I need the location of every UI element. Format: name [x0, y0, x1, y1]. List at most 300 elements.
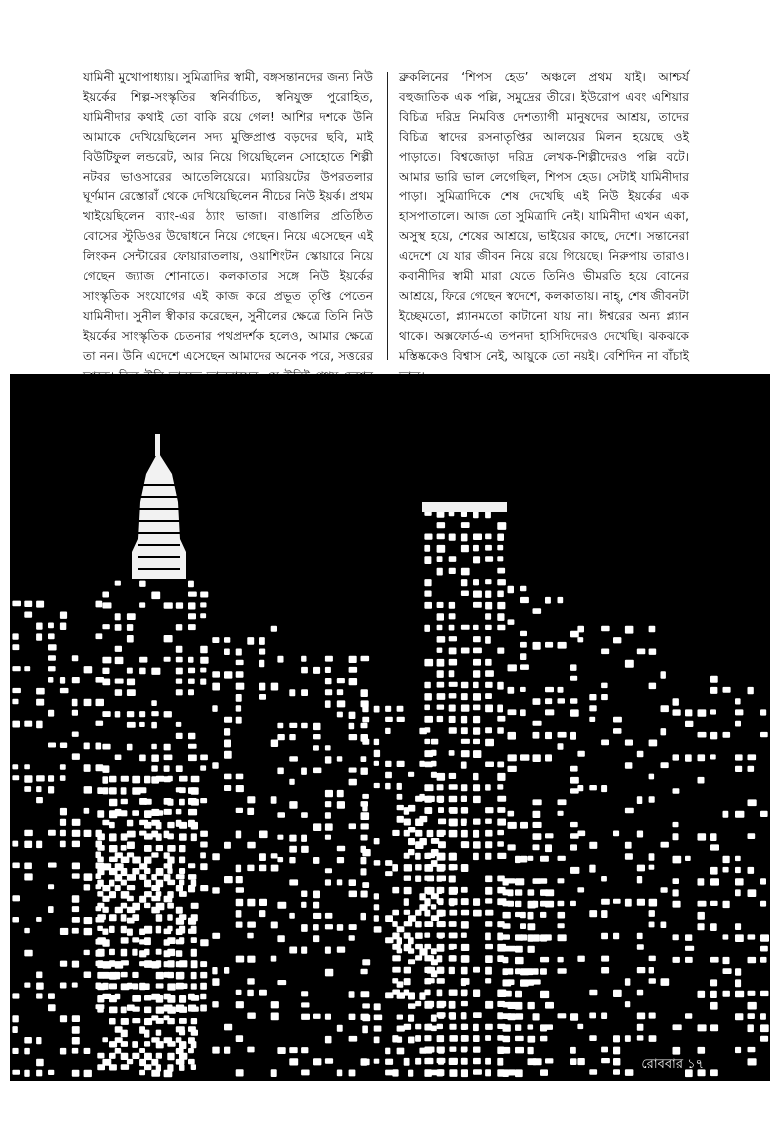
lit-window: [96, 601, 103, 608]
lit-window: [497, 568, 505, 574]
lit-window: [200, 885, 208, 891]
lit-window: [349, 678, 358, 685]
lit-window: [36, 688, 45, 695]
lit-window: [601, 683, 608, 689]
lit-window: [12, 1015, 18, 1022]
lit-window: [431, 1015, 437, 1022]
lit-window: [24, 601, 32, 607]
lit-window: [485, 625, 492, 630]
lit-window: [392, 1069, 398, 1076]
lit-window: [97, 926, 103, 931]
lit-window: [424, 990, 430, 996]
lit-window: [84, 830, 92, 837]
lit-window: [60, 928, 68, 935]
lit-window: [427, 955, 435, 961]
lit-window: [301, 846, 309, 853]
lit-window: [485, 830, 492, 837]
lit-window: [533, 799, 542, 805]
lit-window: [473, 784, 480, 791]
lit-window: [289, 734, 295, 740]
lit-window: [200, 798, 207, 803]
lit-window: [102, 711, 110, 717]
lit-window: [121, 891, 130, 899]
lit-window: [337, 700, 346, 707]
lit-window: [473, 727, 480, 734]
lit-window: [545, 687, 554, 692]
lit-window: [236, 671, 244, 678]
lit-window: [36, 775, 45, 781]
lit-window: [164, 755, 173, 761]
lit-window: [473, 990, 480, 998]
lit-window: [438, 1012, 444, 1019]
lit-window: [127, 711, 134, 717]
lit-window: [301, 689, 308, 696]
spire-band: [138, 532, 180, 534]
lit-window: [625, 978, 631, 985]
lit-window: [337, 790, 344, 797]
lit-window: [515, 968, 521, 974]
lit-window: [337, 1070, 343, 1077]
lit-window: [144, 891, 152, 897]
lit-window: [188, 874, 196, 880]
lit-window: [36, 786, 41, 792]
lit-window: [508, 732, 517, 740]
lit-window: [374, 1026, 382, 1032]
lit-window: [374, 750, 380, 757]
lit-window: [109, 857, 118, 863]
lit-window: [748, 833, 756, 839]
lit-window: [497, 841, 504, 847]
lit-window: [164, 635, 173, 642]
lit-window: [637, 933, 643, 939]
lit-window: [121, 1053, 129, 1060]
lit-window: [485, 693, 492, 699]
lit-window: [515, 991, 522, 998]
lit-window: [313, 768, 321, 774]
lit-window: [72, 1048, 79, 1054]
lit-window: [577, 831, 585, 837]
lit-window: [404, 876, 411, 881]
lit-window: [404, 990, 409, 996]
lit-window: [164, 744, 171, 751]
lit-window: [438, 819, 446, 825]
lit-window: [109, 799, 117, 806]
lit-window: [179, 845, 186, 852]
lit-window: [698, 777, 705, 784]
lit-window: [24, 863, 32, 870]
lit-window: [12, 688, 21, 693]
lit-window: [144, 926, 152, 934]
lit-window: [485, 1069, 491, 1076]
lit-window: [577, 887, 584, 892]
lit-window: [121, 868, 128, 876]
lit-window: [289, 801, 297, 809]
lit-window: [12, 644, 19, 650]
lit-window: [437, 1035, 445, 1042]
lit-window: [508, 844, 516, 850]
lit-window: [349, 734, 358, 740]
lit-window: [508, 754, 517, 761]
lit-window: [132, 810, 139, 816]
lit-window: [710, 676, 718, 683]
lit-window: [48, 655, 56, 661]
lit-window: [404, 910, 410, 915]
lit-window: [661, 887, 668, 892]
lit-window: [545, 698, 552, 704]
lit-window: [151, 668, 160, 675]
lit-window: [698, 901, 707, 907]
lit-window: [60, 775, 66, 781]
lit-window: [84, 972, 92, 979]
lit-window: [176, 657, 183, 663]
lit-window: [362, 706, 368, 713]
lit-window: [151, 744, 157, 750]
lit-window: [121, 787, 127, 794]
lit-window: [461, 727, 468, 734]
lit-window: [144, 845, 152, 852]
lit-window: [735, 811, 744, 818]
skyline-illustration: [10, 374, 770, 1081]
lit-window: [461, 716, 467, 724]
lit-window: [497, 613, 504, 621]
lit-window: [520, 856, 527, 863]
lit-window: [337, 924, 343, 931]
lit-window: [167, 799, 173, 806]
lit-window: [48, 884, 54, 889]
lit-window: [424, 933, 430, 938]
spire-band: [138, 544, 180, 546]
lit-window: [12, 917, 19, 923]
lit-window: [637, 876, 642, 883]
lit-window: [362, 794, 369, 799]
lit-window: [397, 783, 402, 790]
lit-window: [179, 914, 186, 920]
lit-window: [139, 581, 146, 587]
lit-window: [760, 1036, 768, 1042]
lit-window: [36, 972, 42, 979]
lit-window: [102, 657, 111, 664]
lit-window: [191, 983, 197, 989]
lit-window: [449, 830, 458, 838]
lit-window: [109, 926, 115, 933]
lit-window: [735, 721, 741, 727]
lit-window: [224, 774, 232, 780]
lit-window: [102, 624, 109, 629]
lit-window: [589, 1069, 597, 1074]
lit-window: [212, 978, 219, 986]
lit-window: [570, 709, 579, 716]
lit-window: [247, 808, 254, 815]
lit-window: [748, 1002, 757, 1010]
tower-antenna: [155, 434, 160, 456]
lit-window: [156, 1053, 162, 1059]
lit-window: [139, 602, 145, 607]
lit-window: [473, 716, 480, 723]
lit-window: [271, 1069, 277, 1077]
lit-window: [132, 776, 140, 784]
lit-window: [361, 835, 368, 841]
lit-window: [473, 819, 481, 825]
lit-window: [349, 1036, 358, 1042]
lit-window: [485, 807, 493, 813]
lit-window: [36, 983, 44, 990]
lit-window: [508, 811, 515, 817]
lit-window: [200, 831, 208, 837]
lit-window: [24, 830, 33, 836]
lit-window: [191, 1007, 199, 1012]
lit-window: [156, 1041, 164, 1048]
lit-window: [438, 841, 446, 848]
lit-window: [497, 784, 503, 789]
lit-window: [127, 820, 133, 827]
lit-window: [144, 903, 150, 908]
lit-window: [109, 1064, 117, 1070]
lit-window: [144, 810, 152, 818]
lit-window: [392, 887, 399, 894]
lit-window: [191, 949, 197, 957]
lit-window: [545, 754, 552, 761]
lit-window: [188, 602, 196, 609]
lit-window: [685, 946, 694, 951]
lit-window: [167, 776, 173, 782]
lit-window: [449, 625, 455, 631]
lit-window: [735, 1047, 741, 1053]
lit-window: [515, 1036, 524, 1041]
lit-window: [102, 679, 110, 686]
lit-window: [24, 950, 32, 957]
lit-window: [271, 796, 277, 803]
lit-window: [424, 898, 430, 906]
lit-window: [503, 923, 511, 929]
lit-window: [461, 944, 469, 951]
lit-window: [735, 889, 741, 896]
lit-window: [461, 762, 467, 769]
lit-window: [362, 805, 367, 812]
lit-window: [191, 937, 197, 943]
lit-window: [449, 887, 458, 894]
lit-window: [139, 1048, 145, 1053]
lit-window: [325, 678, 332, 684]
lit-window: [558, 687, 564, 693]
lit-window: [673, 934, 679, 940]
lit-window: [167, 949, 175, 956]
lit-window: [24, 983, 30, 988]
lit-window: [710, 979, 717, 986]
lit-window: [392, 921, 397, 927]
lit-window: [404, 898, 409, 906]
lit-window: [361, 969, 368, 974]
lit-window: [60, 1015, 67, 1022]
lit-window: [625, 1035, 631, 1042]
lit-window: [545, 709, 554, 715]
lit-window: [179, 995, 186, 1003]
lit-window: [589, 865, 595, 873]
lit-window: [277, 812, 285, 818]
lit-window: [132, 914, 139, 921]
lit-window: [449, 784, 458, 789]
lit-window: [224, 785, 231, 791]
lit-window: [325, 812, 331, 818]
lit-window: [72, 732, 79, 737]
lit-window: [247, 1013, 256, 1019]
lit-window: [485, 978, 491, 983]
lit-window: [212, 967, 217, 974]
lit-window: [473, 1024, 479, 1031]
lit-window: [191, 1030, 198, 1036]
lit-window: [224, 728, 230, 736]
lit-window: [533, 1013, 540, 1020]
lit-window: [723, 856, 730, 863]
lit-window: [361, 868, 367, 875]
lit-window: [437, 773, 446, 781]
lit-window: [179, 972, 184, 979]
lit-window: [176, 646, 183, 653]
lit-window: [374, 1059, 380, 1064]
lit-window: [362, 717, 369, 723]
lit-window: [415, 955, 422, 960]
lit-window: [437, 613, 444, 620]
lit-window: [188, 1048, 194, 1053]
lit-window: [361, 913, 367, 921]
lit-window: [212, 683, 220, 691]
lit-window: [528, 923, 536, 930]
lit-window: [60, 677, 65, 684]
lit-window: [392, 967, 400, 973]
lit-window: [661, 762, 669, 768]
lit-window: [301, 812, 308, 818]
lit-window: [259, 660, 264, 667]
lit-window: [72, 1015, 80, 1022]
lit-window: [109, 822, 115, 828]
lit-window: [601, 740, 609, 746]
lit-window: [438, 898, 443, 905]
lit-window: [36, 841, 42, 849]
lit-window: [497, 773, 505, 781]
lit-window: [649, 626, 656, 633]
lit-window: [313, 1014, 321, 1019]
lit-window: [520, 923, 526, 929]
lit-window: [139, 755, 146, 762]
lit-window: [461, 534, 468, 542]
lit-window: [144, 880, 151, 888]
lit-window: [179, 1018, 187, 1024]
lit-window: [503, 979, 512, 986]
lit-window: [437, 716, 444, 722]
lit-window: [72, 819, 81, 826]
lit-window: [427, 830, 434, 837]
lit-window: [151, 711, 158, 716]
lit-window: [449, 1001, 456, 1009]
lit-window: [760, 1013, 766, 1020]
lit-window: [224, 1024, 232, 1031]
lit-window: [438, 921, 446, 927]
lit-window: [710, 923, 717, 931]
lit-window: [649, 1013, 656, 1019]
lit-window: [156, 1064, 161, 1071]
lit-window: [200, 755, 208, 761]
lit-window: [392, 933, 399, 940]
lit-window: [127, 689, 136, 696]
lit-window: [102, 820, 109, 826]
lit-window: [84, 1048, 91, 1054]
lit-window: [397, 794, 403, 800]
lit-window: [156, 1030, 162, 1036]
lit-window: [179, 833, 187, 840]
lit-window: [12, 666, 20, 671]
lit-window: [301, 947, 307, 954]
lit-window: [212, 637, 219, 643]
lit-window: [485, 534, 491, 540]
lit-window: [132, 949, 137, 956]
lit-window: [540, 901, 546, 907]
lit-window: [520, 642, 527, 648]
lit-window: [179, 880, 184, 886]
lit-window: [485, 887, 492, 895]
lit-window: [528, 912, 534, 920]
lit-window: [485, 659, 492, 666]
lit-window: [224, 876, 233, 883]
lit-window: [109, 1007, 118, 1014]
lit-window: [362, 1003, 370, 1008]
lit-window: [461, 545, 469, 552]
lit-window: [558, 1013, 567, 1018]
lit-window: [528, 1058, 537, 1065]
lit-window: [461, 796, 467, 802]
lit-window: [179, 983, 188, 989]
lit-window: [362, 1015, 370, 1022]
lit-window: [545, 597, 551, 604]
lit-window: [710, 878, 719, 885]
lit-window: [48, 1004, 56, 1011]
lit-window: [176, 885, 183, 891]
lit-window: [72, 699, 78, 706]
lit-window: [164, 657, 171, 662]
lit-window: [485, 1035, 491, 1041]
lit-window: [613, 728, 622, 734]
lit-window: [349, 924, 357, 930]
lit-window: [115, 657, 124, 664]
lit-window: [271, 1013, 279, 1021]
lit-window: [385, 783, 391, 790]
lit-window: [601, 1047, 608, 1053]
lit-window: [191, 822, 198, 830]
lit-window: [424, 693, 432, 700]
lit-window: [144, 1064, 151, 1070]
lit-window: [461, 898, 469, 905]
lit-window: [301, 902, 306, 908]
lit-window: [277, 902, 286, 909]
lit-window: [661, 705, 669, 712]
lit-window: [515, 856, 521, 863]
lit-window: [449, 705, 456, 712]
lit-window: [176, 722, 182, 727]
lit-window: [349, 779, 357, 786]
lit-window: [485, 841, 492, 848]
lit-window: [277, 723, 283, 729]
lit-window: [97, 960, 103, 968]
lit-window: [508, 946, 516, 952]
lit-window: [649, 967, 654, 974]
lit-window: [461, 978, 466, 986]
lit-window: [570, 664, 577, 671]
lit-window: [437, 659, 445, 667]
lit-window: [748, 889, 757, 897]
lit-window: [48, 677, 53, 683]
lit-window: [473, 1058, 481, 1064]
lit-window: [497, 705, 503, 713]
lit-window: [424, 750, 433, 757]
lit-window: [673, 957, 680, 963]
